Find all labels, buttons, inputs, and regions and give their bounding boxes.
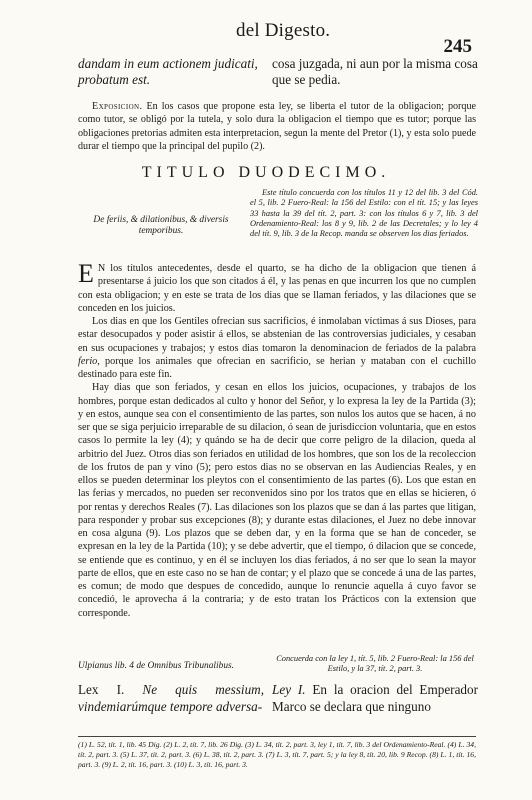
spanish-ley-label: Ley I. <box>272 682 306 697</box>
drop-cap: E <box>78 259 94 288</box>
latin-column-top: dandam in eum actionem judicati, probatum est. <box>78 56 258 87</box>
paragraph-1 <box>78 259 476 315</box>
paragraph-2-word: ferio <box>78 355 98 367</box>
latin-rubric: De feriis, & dilationibus, & diversis temporibus. <box>93 215 229 237</box>
paragraph-1-text: N los títulos antecedentes, desde el quarto, se ha dicho de la obligacion que tienen á presentarse á juicio los que son citados á él, y las penas en que incurren los que no cumplen con esta obligacion; y en este se trata de los dias que se llaman feriados, y las dilaciones que se conceden en los juicios. <box>78 263 476 314</box>
paragraph-3: Hay dias que son feriados, y cesan en ellos los juicios, ocupaciones, y trabajos de los hombres, porque estan dedicados al culto y honor del Señor, y lo expresa la ley de la Partida (3); y en estos, aunque sea con el consentimiento de las partes, son nulos los autos que se hacen, á no ser que se siga perjuicio irreparable de su dilacion, ó sean de jurisdiccion voluntaria, que en estos casos lo permite la ley (4); y quándo se ha de decir que corre peligro de la dilacion, queda al arbitrio del Juez. Otros dias son feriados en utilidad de los hombres, que son los de la recoleccion de los frutos de pan y vino (5); pero estos dias no se observan en las Audiencias Reales, y en ellos se pueden determinar los pleytos con el consentimiento de las partes (6). Los que estan en las ferias y mercados, no pueden ser reconvenidos sino por los tratos que en ellas se hicieren, ó por rentas y derechos Reales (7). Las dilaciones son los plazos que se dan á las partes que litigan, para responder y probar sus excepciones (8); y durante estas dilaciones, el Juez no debe innovar en cosa alguna (9). Los plazos que se deben dar, y en la forma que se han de conceder, se expresan en la ley de la Partida (10); y se debe advertir, que el tiempo, ó dilacion que se concede, se entiende que es continuo, y en él se incluyen los dias feriados, á no ser que lo sean la mayor parte de ellos, que en este caso no se han de contar; y el plazo que se concede á una de las partes, es comun; de modo que despues de concedido, aunque lo renuncie aquella á cuyo favor se concedió, le aprovecha á la contraria; y de esto tratan los Prácticos con la extension que corresponde. <box>78 382 476 619</box>
latin-lex-body: Ne quis messium, vindemiarúmque tempore adversa- <box>78 682 264 714</box>
title-heading: TITULO DUODECIMO. <box>141 164 391 181</box>
page-number: 245 <box>443 36 472 57</box>
spanish-column-top: cosa juzgada, ni aun por la misma cosa que se pedia. <box>272 56 478 87</box>
exposicion-label: Exposicion. <box>92 101 143 112</box>
concordance-note: Este título concuerda con los títulos 11 y 12 del lib. 3 del Cód. el 5, lib. 2 Fuero-Real: la 156 del Estilo: con el tít. 15; y las leyes 33 hasta la 39 del tít. 2, part. 3: con los títulos 6 y 7, lib. 3 del Ordenamiento-Real: los 8 y 9, lib. 2 de las Decretales; y lo ley 4 del tít. 9, lib. 3 de la Recop. manda se observen los dias feriados. <box>250 188 478 239</box>
paragraph-2-text-a: Los dias en que los Gentiles ofrecian sus sacrificios, é inmolaban víctimas á sus Dioses, para estar desocupados y poder asistir á ellos, se abstenian de las controversias judiciales, y cesaban en sus ocupaciones y trabajos; y estos dias tomaron la denominacion de feriados de la palabra <box>78 316 476 354</box>
exposicion-paragraph <box>78 100 476 154</box>
ulpianus-source: Ulpianus lib. 4 de Omnibus Tribunalibus. <box>78 661 235 671</box>
latin-lex-label: Lex I. <box>78 682 125 697</box>
running-head: del Digesto. <box>236 20 331 41</box>
exposicion-text: En los casos que propone esta ley, se liberta el tutor de la obligacion; porque como tutor, se obligó por la tutela, y solo dura la obligacion el tiempo que es tutor; porque las obligaciones pretorias admiten esta interpretacion, segun la mente del Pretor (1), y esta solo puede durar el tiempo que la principal del pupilo (2). <box>78 101 476 153</box>
footnotes: (1) L. 52, tít. 1, lib. 45 Dig. (2) L. 2, tít. 7, lib. 26 Dig. (3) L. 34, tít. 2, part. 3, ley 1, tít. 7, lib. 3 del Ordenamiento-Real. (4) L. 34, tít. 2, part. 3. (5) L. 37, tít. 2, part. 3. (6) L. 38, tít. 2, part. 3. (7) L. 3, tít. 7, part. 5; y la ley 8, tít. 20, lib. 9 Recop. (8) L. 1, tít. 16, part. 3. (9) L. 2, tít. 16, part. 3. (10) L. 3, tít. 16, part. 3. <box>78 740 476 769</box>
latin-lex-text <box>78 682 264 715</box>
paragraph-2 <box>78 315 476 381</box>
footnote-rule <box>78 736 476 737</box>
spanish-ley-text <box>272 682 478 715</box>
lex-concordance-note: Concuerda con la ley 1, tít. 5, lib. 2 Fuero-Real: la 156 del Estilo, y la 37, tít. 2, part. 3. <box>276 654 474 674</box>
paragraph-2-text-b: , porque los animales que ofrecian en sacrificio, se herian y mataban con el cuchillo destinado para este fin. <box>78 355 476 380</box>
spanish-ley-body: En la oracion del Emperador Marco se declara que ninguno <box>272 682 479 714</box>
commentary-text <box>78 259 476 620</box>
